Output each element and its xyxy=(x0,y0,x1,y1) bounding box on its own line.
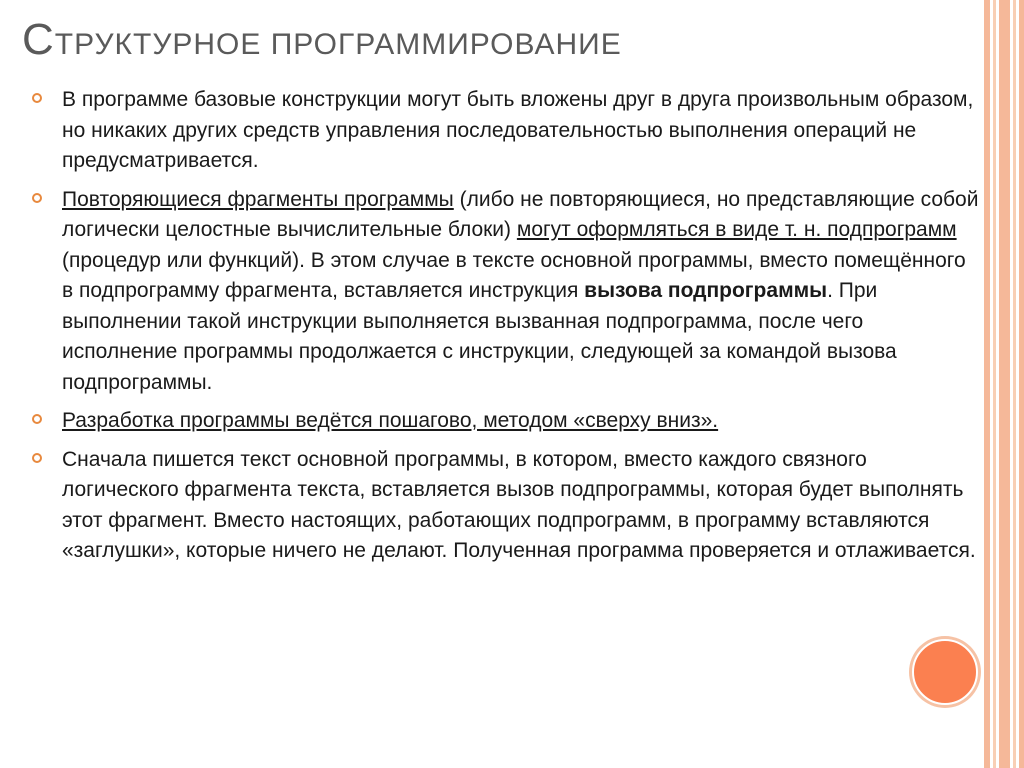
right-border-stripe xyxy=(1019,0,1024,768)
underlined-phrase: могут оформляться в виде т. н. подпрограмм xyxy=(516,218,957,241)
underlined-phrase: Повторяющиеся фрагменты программы xyxy=(62,187,454,211)
underlined-phrase: Разработка программы ведётся пошагово, методом «сверху вниз». xyxy=(62,409,719,432)
list-item xyxy=(32,445,982,567)
bullet-text: Сначала пишется текст основной программы, в котором, вместо каждого связного логического фрагмента текста, вставляется вызов подпрограммы, которая будет выполнять этот фрагмент. Вместо настоящих, работающих подпрограмм, в программу вставляются «заглушки», которые ничего не делают. Полученная программа проверяется и отлаживается. xyxy=(62,447,976,562)
right-border-stripe xyxy=(1013,0,1016,768)
bullet-ring-icon xyxy=(32,453,42,463)
right-border-stripe xyxy=(984,0,990,768)
bullet-ring-icon xyxy=(32,193,42,203)
slide-title xyxy=(22,15,962,70)
decorative-orange-circle xyxy=(912,639,978,705)
right-border-stripe xyxy=(993,0,996,768)
slide-title-first-letter: С xyxy=(22,15,55,64)
right-border-stripe xyxy=(999,0,1010,768)
bullet-text: . При выполнении такой инструкции выполняется вызванная подпрограмма, после чего исполнение программы продолжается с инструкции, следующей за командой вызова подпрограммы. xyxy=(62,279,897,394)
list-item xyxy=(32,85,982,177)
bullet-text: (либо не повторяющиеся, но представляющие собой логически целостные вычислительные блоки) xyxy=(62,187,979,241)
bullet-list xyxy=(32,85,982,575)
bullet-text: В программе базовые конструкции могут быть вложены друг в друга произвольным образом, но никаких других средств управления последовательностью выполнения операций не предусматривается. xyxy=(62,88,974,172)
bullet-ring-icon xyxy=(32,93,42,103)
list-item xyxy=(32,185,982,399)
bullet-text: (процедур или функций). В этом случае в тексте основной программы, вместо помещённого в подпрограмму фрагмента, вставляется инструкция xyxy=(62,248,966,302)
slide-title-rest: ТРУКТУРНОЕ ПРОГРАММИРОВАНИЕ xyxy=(54,28,622,61)
bullet-ring-icon xyxy=(32,414,42,424)
list-item xyxy=(32,406,982,437)
bold-phrase: вызова подпрограммы xyxy=(584,279,828,302)
